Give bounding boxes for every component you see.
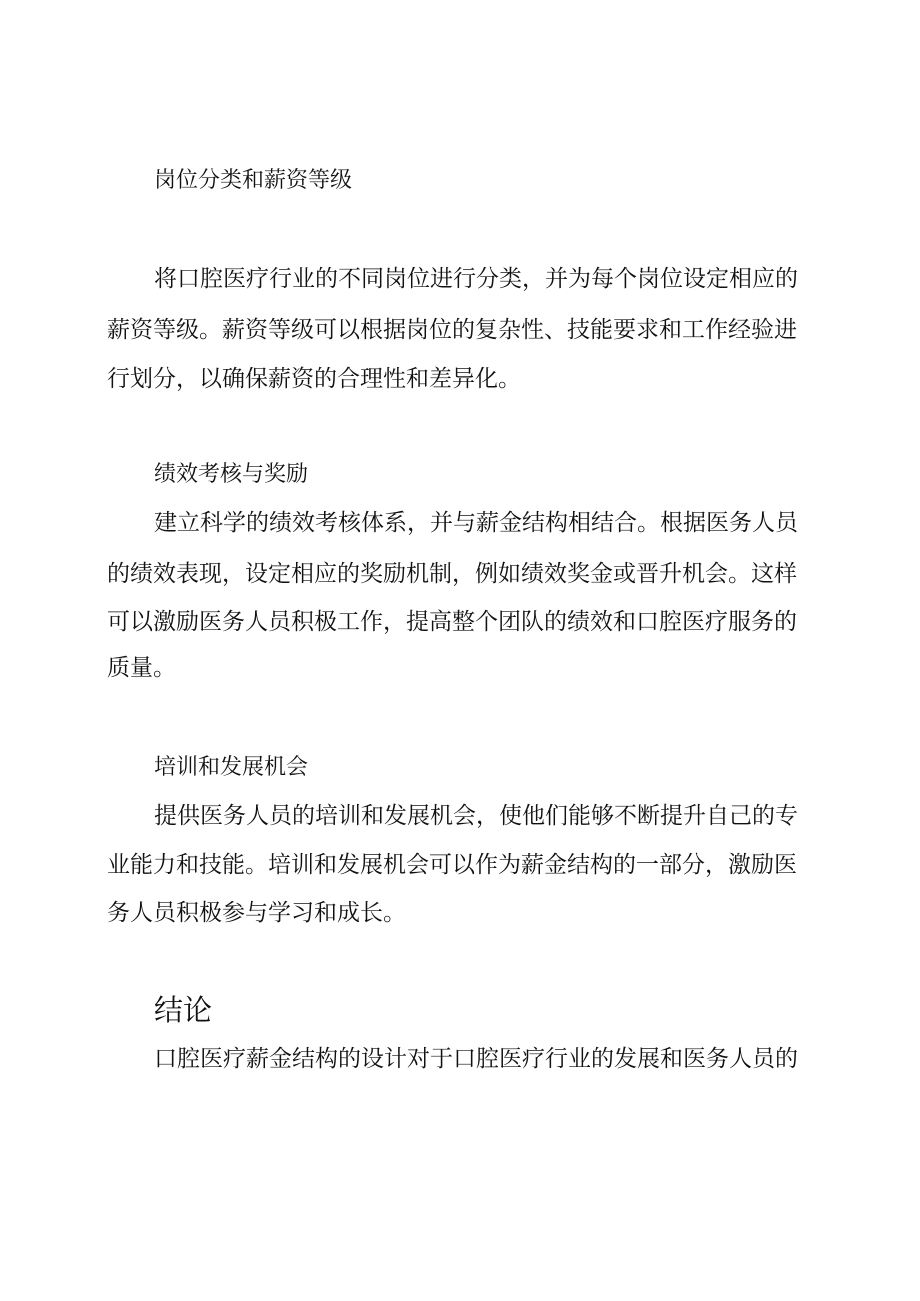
conclusion-heading: 结论 (154, 993, 213, 1027)
paragraph-line: 行划分，以确保薪资的合理性和差异化。 (107, 366, 521, 392)
paragraph-line: 提供医务人员的培训和发展机会，使他们能够不断提升自己的专 (154, 803, 798, 829)
paragraph-line: 将口腔医疗行业的不同岗位进行分类，并为每个岗位设定相应的 (154, 266, 798, 292)
paragraph-line: 务人员积极参与学习和成长。 (107, 900, 406, 926)
paragraph-line: 的绩效表现，设定相应的奖励机制，例如绩效奖金或晋升机会。这样 (107, 561, 797, 587)
section-heading-performance: 绩效考核与奖励 (154, 462, 309, 487)
section-heading-job-classification: 岗位分类和薪资等级 (154, 168, 353, 193)
paragraph-line: 建立科学的绩效考核体系，并与薪金结构相结合。根据医务人员 (154, 510, 798, 536)
paragraph-line: 口腔医疗薪金结构的设计对于口腔医疗行业的发展和医务人员的 (154, 1046, 798, 1072)
section-heading-training: 培训和发展机会 (154, 755, 309, 780)
paragraph-line: 质量。 (107, 655, 176, 681)
paragraph-line: 业能力和技能。培训和发展机会可以作为薪金结构的一部分，激励医 (107, 852, 797, 878)
paragraph-line: 薪资等级。薪资等级可以根据岗位的复杂性、技能要求和工作经验进 (107, 317, 797, 343)
paragraph-line: 可以激励医务人员积极工作，提高整个团队的绩效和口腔医疗服务的 (107, 609, 797, 635)
